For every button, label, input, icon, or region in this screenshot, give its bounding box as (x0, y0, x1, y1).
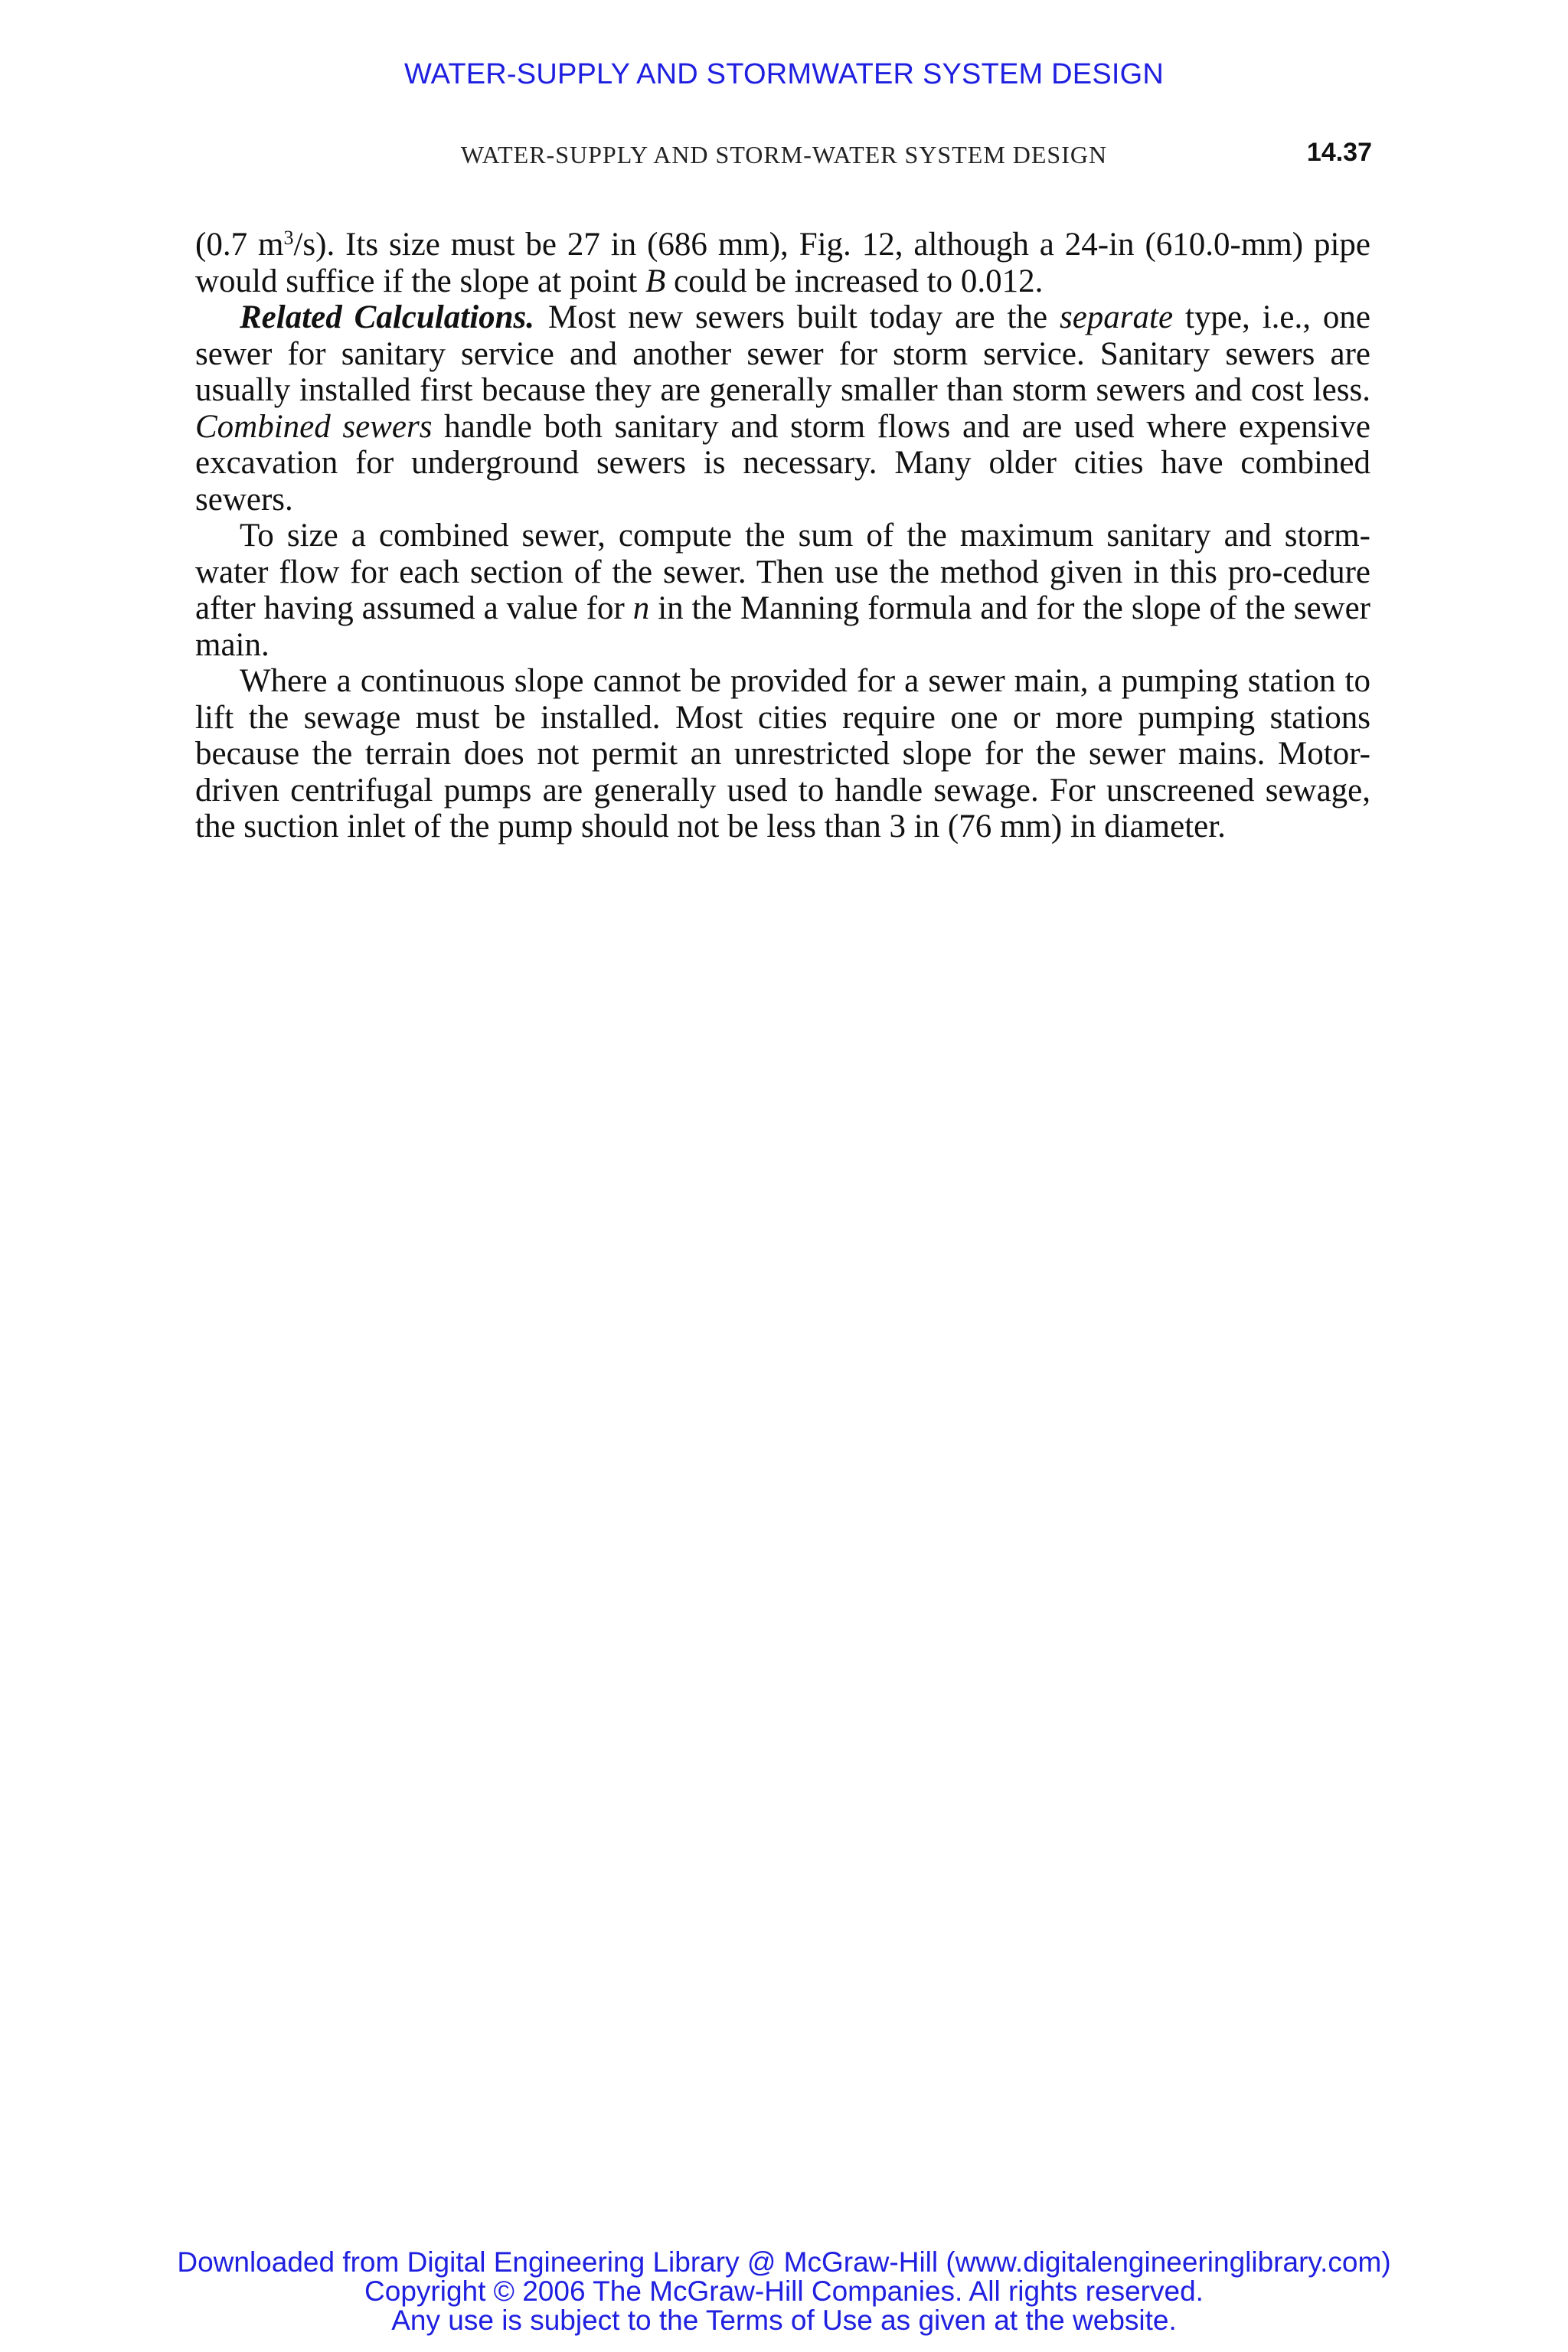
footer-notice (0, 2248, 1568, 2335)
superscript-3: 3 (283, 227, 294, 249)
page-number: 14.37 (1306, 138, 1372, 167)
running-head (0, 138, 1568, 176)
paragraph-3 (195, 518, 1370, 663)
p1-text-b: /s). Its size must be 27 in (686 mm), Fig. 12, although a 24-in (610.0-mm) pipe would suffice if the slope at point (195, 227, 1370, 299)
paragraph-2 (195, 299, 1370, 518)
emphasis-combined-sewers: Combined sewers (195, 408, 433, 445)
p3-text-b: in the Manning formula and for the slope of the sewer main. (195, 590, 1370, 663)
section-heading-related-calculations: Related Calculations. (240, 299, 535, 335)
p2-text-c: handle both sanitary and storm flows and are used where expensive excavation for underground sewers is necessary. Many older cities have combined sewers. (195, 408, 1370, 518)
paragraph-1 (195, 227, 1370, 299)
variable-b: B (645, 263, 666, 299)
paragraph-4 (195, 663, 1370, 845)
p3-text-a: To size a combined sewer, compute the sum of the maximum sanitary and storm-water flow for each section of the sewer. Then use the method given in this pro-cedure after having assumed a value for (195, 518, 1370, 626)
variable-n: n (632, 590, 650, 626)
footer-download-link[interactable]: Downloaded from Digital Engineering Library @ McGraw-Hill (www.digitalengineeringlibrary.com) (177, 2246, 1391, 2278)
body-text (195, 227, 1370, 845)
footer-terms[interactable]: Any use is subject to the Terms of Use as given at the website. (391, 2305, 1177, 2336)
running-title: WATER-SUPPLY AND STORM-WATER SYSTEM DESIGN (460, 141, 1108, 168)
p1-text-a: (0.7 m (195, 227, 284, 263)
p2-text-a: Most new sewers built today are the (548, 299, 1060, 335)
p4-text: Where a continuous slope cannot be provided for a sewer main, a pumping station to lift the sewage must be installed. Most cities require one or more pumping stations because the terrain does not permit an unrestricted slope for the sewer mains. Motor-driven centrifugal pumps are generally used to handle sewage. For unscreened sewage, the suction inlet of the pump should not be less than 3 in (76 mm) in diameter. (195, 663, 1370, 844)
emphasis-separate: separate (1059, 299, 1174, 335)
footer-copyright[interactable]: Copyright © 2006 The McGraw-Hill Companies. All rights reserved. (364, 2275, 1204, 2307)
p2-text-b: type, i.e., one sewer for sanitary service and another sewer for storm service. Sanitary sewers are usually installed first because they are generally smaller than storm sewers and cost less. (195, 299, 1370, 408)
p1-text-c: could be increased to 0.012. (665, 263, 1044, 299)
header-link-title[interactable]: WATER-SUPPLY AND STORMWATER SYSTEM DESIGN (403, 58, 1165, 90)
